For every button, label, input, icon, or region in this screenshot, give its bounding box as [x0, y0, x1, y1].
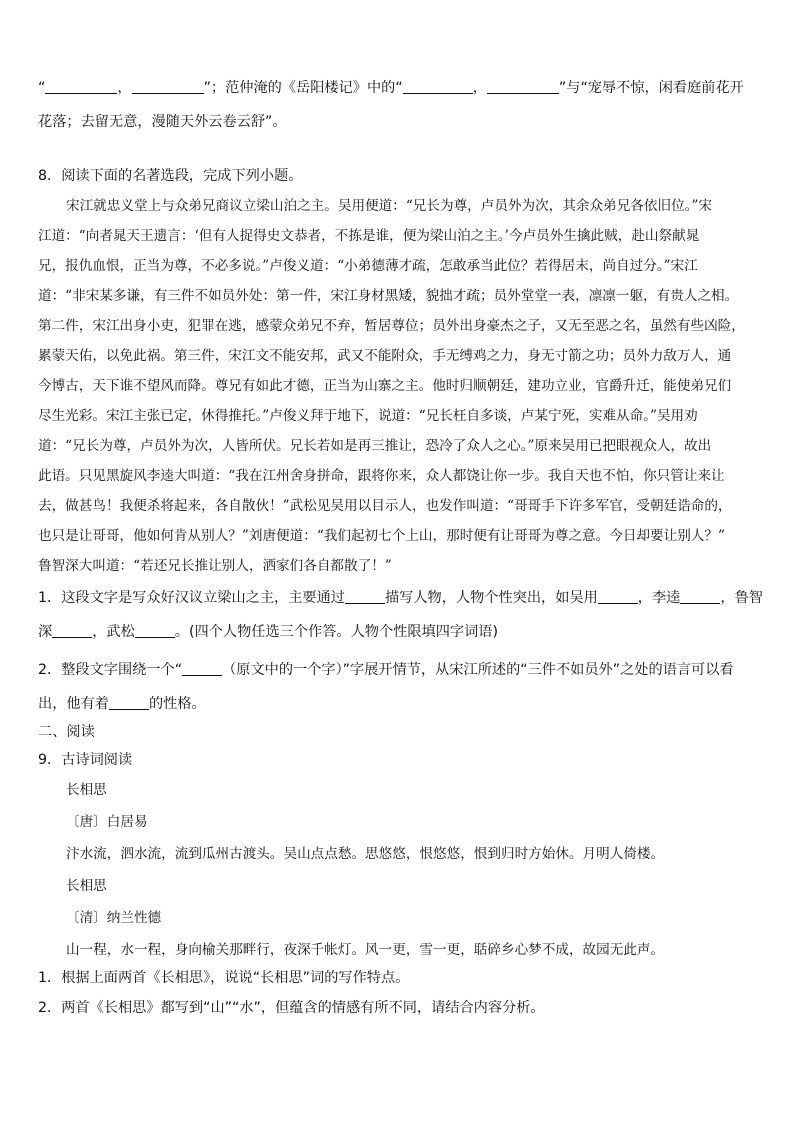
passage-line-7: 今博古，天下谁不望风而降。尊兄有如此才德，正当为山寨之主。他时归顺朝廷，建功立业，官爵升迁，能使弟兄们: [38, 378, 732, 394]
q8-sub2-blank-trait[interactable]: [109, 695, 149, 710]
intro-comma-1: ，: [117, 80, 132, 96]
blank-3[interactable]: [403, 79, 473, 94]
q8-sub1-text-b: 描写人物，人物个性突出，如吴用: [384, 590, 598, 606]
q8-sub2-line-2: [38, 694, 758, 714]
intro-line-1: [38, 78, 758, 98]
poem2-body: 山一程，水一程，身向榆关那畔行，夜深千帐灯。风一更，雪一更，聒碎乡心梦不成，故园无此声。: [66, 942, 665, 958]
passage-line-9: 道：“兄长为尊，卢员外为次，人皆所伏。兄长若如是再三推让，恐冷了众人之心。”原来吴用已把眼视众人，故出: [38, 438, 712, 454]
poem2-title: 长相思: [66, 878, 107, 894]
passage-line-8: 尽生光彩。宋江主张已定，休得推托。”卢俊义拜于地下，说道：“兄长枉自多谈，卢某宁死，实难从命。”吴用劝: [38, 408, 698, 424]
passage-line-3: 兄，报仇血恨，正当为尊，不必多说。”卢俊义道：“小弟德薄才疏，怎敢承当此位？若得居末，尚自过分。”宋江: [38, 258, 698, 274]
poem1-title: 长相思: [66, 782, 107, 798]
passage-line-10: 此语。只见黑旋风李逵大叫道：“我在江州舍身拼命，跟将你来，众人都饶让你一步。我自天也不怕，你只管让来让: [38, 468, 725, 484]
q8-sub1-text-f: ，武松: [92, 624, 135, 640]
blank-4[interactable]: [487, 79, 559, 94]
blank-2[interactable]: [132, 79, 204, 94]
q9-question-1: 1．根据上面两首《长相思》，说说“长相思”词的写作特点。: [38, 970, 410, 986]
q8-sub2-blank-char[interactable]: [182, 661, 222, 676]
intro-line-2: 花落；去留无意，漫随天外云卷云舒”。: [38, 114, 287, 130]
intro-comma-2: ，: [472, 80, 487, 96]
blank-1[interactable]: [45, 79, 117, 94]
q8-sub1-blank-wuyong[interactable]: [598, 589, 638, 604]
q8-sub2-text-b: （原文中的一个字）”字展开情节，从宋江所述的“三件不如员外”之处的语言可以看: [222, 662, 734, 678]
q9-question-2: 2．两首《长相思》都写到“山”“水”，但蕴含的情感有所不同，请结合内容分析。: [38, 1000, 545, 1016]
passage-line-1: 宋江就忠义堂上与众弟兄商议立梁山泊之主。吴用便道：“兄长为尊，卢员外为次，其余众弟兄各依旧位。”宋: [66, 198, 713, 214]
passage-line-5: 第二件，宋江出身小吏，犯罪在逃，感蒙众弟兄不弃，暂居尊位；员外出身豪杰之子，又无至恶之名，虽然有些凶险，: [38, 318, 745, 334]
passage-line-13: 鲁智深大叫道：“若还兄长推让别人，洒家们各自都散了！”: [38, 558, 392, 574]
intro-text-post: ”与“宠辱不惊，闲看庭前花开: [558, 80, 744, 96]
q8-sub2-text-c: 出，他有着: [38, 696, 109, 712]
q8-sub1-text-e: 深: [38, 624, 53, 640]
poem1-author: 〔唐〕白居易: [66, 814, 148, 830]
passage-line-4: 道：“非宋某多谦，有三件不如员外处：第一件，宋江身材黑矮，貌拙才疏；员外堂堂一表，凛凛一躯，有贵人之相。: [38, 288, 739, 304]
passage-line-12: 也只是让哥哥，他如何肯从别人？”刘唐便道：“我们起初七个上山，那时便有让哥哥为尊之意。今日却要让别人？”: [38, 528, 725, 544]
q8-sub1-text-a: 1．这段文字是写众好汉议立梁山之主，主要通过: [38, 590, 345, 606]
q8-sub1-text-d: ，鲁智: [720, 590, 763, 606]
q8-sub1-blank-wusong[interactable]: [135, 623, 175, 638]
q8-sub1-line-2: [38, 622, 758, 642]
q8-sub1-blank-luzhishen[interactable]: [52, 623, 92, 638]
passage-line-6: 累蒙天佑，以免此祸。第三件，宋江文不能安邦，武又不能附众，手无缚鸡之力，身无寸箭之功；员外力敌万人，通: [38, 348, 732, 364]
passage-line-11: 去，做甚鸟！我便杀将起来，各自散伙！”武松见吴用以目示人，也发作叫道：“哥哥手下许多军官，受朝廷诰命的，: [38, 498, 732, 514]
q8-sub1-text-g: 。(四个人物任选三个作答。人物个性限填四字词语): [174, 624, 498, 640]
poem1-body: 汴水流，泗水流，流到瓜州古渡头。吴山点点愁。思悠悠，恨悠悠，恨到归时方始休。月明人倚楼。: [66, 846, 665, 862]
q9-title: 9．古诗词阅读: [38, 752, 133, 768]
q8-sub1-blank-method[interactable]: [345, 589, 385, 604]
section-heading: 二、阅读: [38, 724, 95, 740]
passage-line-2: 江道：“向者晁天王遗言：‘但有人捉得史文恭者，不拣是谁，便为梁山泊之主。’今卢员外生擒此贼，赴山祭献晁: [38, 228, 700, 244]
q8-sub2-line-1: [38, 660, 758, 680]
poem2-author: 〔清〕纳兰性德: [66, 910, 162, 926]
q8-title: 8．阅读下面的名著选段，完成下列小题。: [38, 168, 303, 184]
intro-quote-open: “: [38, 80, 46, 96]
q8-sub1-blank-likui[interactable]: [680, 589, 720, 604]
intro-text-mid: ”；范仲淹的《岳阳楼记》中的“: [203, 80, 403, 96]
q8-sub1-text-c: ，李逵: [637, 590, 681, 606]
q8-sub2-text-a: 2．整段文字围绕一个“: [38, 662, 183, 678]
q8-sub1-line-1: [38, 588, 763, 608]
q8-sub2-text-d: 的性格。: [148, 696, 206, 712]
